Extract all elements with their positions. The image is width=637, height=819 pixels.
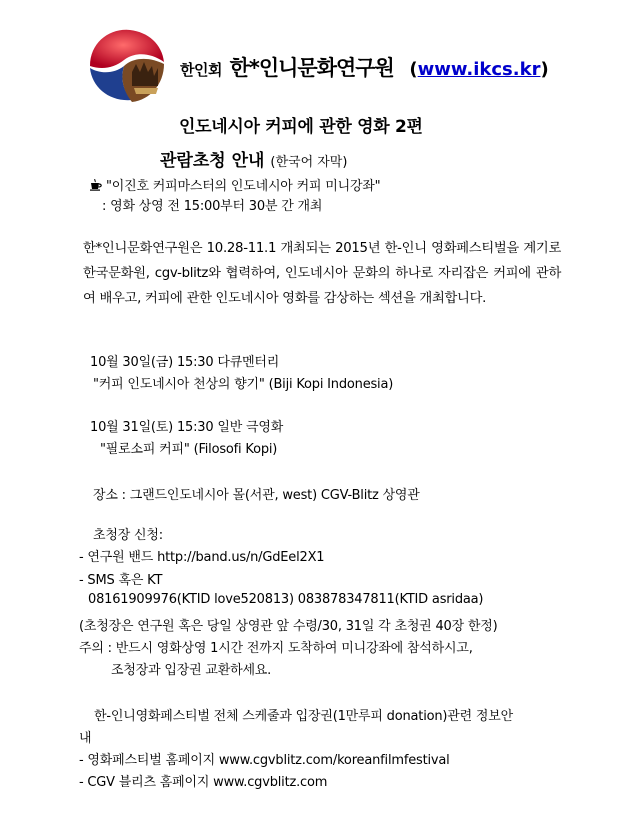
screening-1-date: 10월 30일(금) 15:30 다큐멘터리 xyxy=(90,355,280,370)
paren-open: ( xyxy=(409,59,418,80)
intro-paragraph: 한*인니문화연구원은 10.28-11.1 개최되는 2015년 한-인니 영화페스티벌을 계기로 한국문화원, cgv-blitz와 협력하여, 인도네시아 문화의 하나로 자리잡은 커피에 관하여 배우고, 커피에 관한 인도네시아 영화를 감상하는 섹션을 개최합니다. xyxy=(83,241,561,306)
caution-line-1: 주의 : 반드시 영화상영 1시간 전까지 도착하여 미니강좌에 참석하시고, xyxy=(79,641,473,656)
paren-close: ) xyxy=(540,59,549,80)
venue: 장소 : 그랜드인도네시아 몰(서관, west) CGV-Blitz 상영관 xyxy=(93,488,420,503)
apply-sms: - SMS 혹은 KT xyxy=(79,573,163,588)
screening-2-date: 10월 31일(토) 15:30 일반 극영화 xyxy=(90,420,284,435)
lecture-title: "이진호 커피마스터의 인도네시아 커피 미니강좌" xyxy=(106,179,381,194)
cgv-blitz-homepage: - CGV 블리츠 홈페이지 www.cgvblitz.com xyxy=(79,775,328,790)
festival-homepage: - 영화페스티벌 홈페이지 www.cgvblitz.com/koreanfilmfestival xyxy=(79,753,450,768)
subtitle-note: (한국어 자막) xyxy=(270,155,348,170)
page-subtitle xyxy=(160,146,347,171)
screening-1-film: "커피 인도네시아 천상의 향기" (Biji Kopi Indonesia) xyxy=(93,377,394,392)
apply-heading: 초청장 신청: xyxy=(93,528,163,543)
header xyxy=(180,52,549,82)
website-link[interactable]: www.ikcs.kr xyxy=(417,59,541,80)
org-name: 한*인니문화연구원 xyxy=(229,56,394,80)
festival-info-line-1: 한-인니영화페스티벌 전체 스케줄과 입장권(1만루피 donation)관련 정보안 xyxy=(94,709,513,724)
screening-2-film: "필로소피 커피" (Filosofi Kopi) xyxy=(100,442,278,457)
apply-band: - 연구원 밴드 http://band.us/n/GdEel2X1 xyxy=(79,550,325,565)
subtitle-main: 관람초청 안내 xyxy=(160,151,265,171)
lecture-title-line xyxy=(90,175,380,194)
org-short-name: 한인회 xyxy=(180,61,222,79)
apply-contacts: 08161909976(KTID love520813) 083878347811(KTID asridaa) xyxy=(88,592,484,607)
lecture-time: : 영화 상영 전 15:00부터 30분 간 개최 xyxy=(102,199,323,214)
apply-note: (초청장은 연구원 혹은 당일 상영관 앞 수령/30, 31일 각 초청권 40장 한정) xyxy=(79,619,498,634)
page-title: 인도네시아 커피에 관한 영화 2편 xyxy=(179,117,423,137)
organization-logo xyxy=(84,22,170,108)
caution-line-2: 조청장과 입장권 교환하세요. xyxy=(111,663,272,678)
coffee-cup-icon xyxy=(90,179,102,191)
website xyxy=(409,59,548,80)
festival-info-line-2: 내 xyxy=(79,731,92,746)
